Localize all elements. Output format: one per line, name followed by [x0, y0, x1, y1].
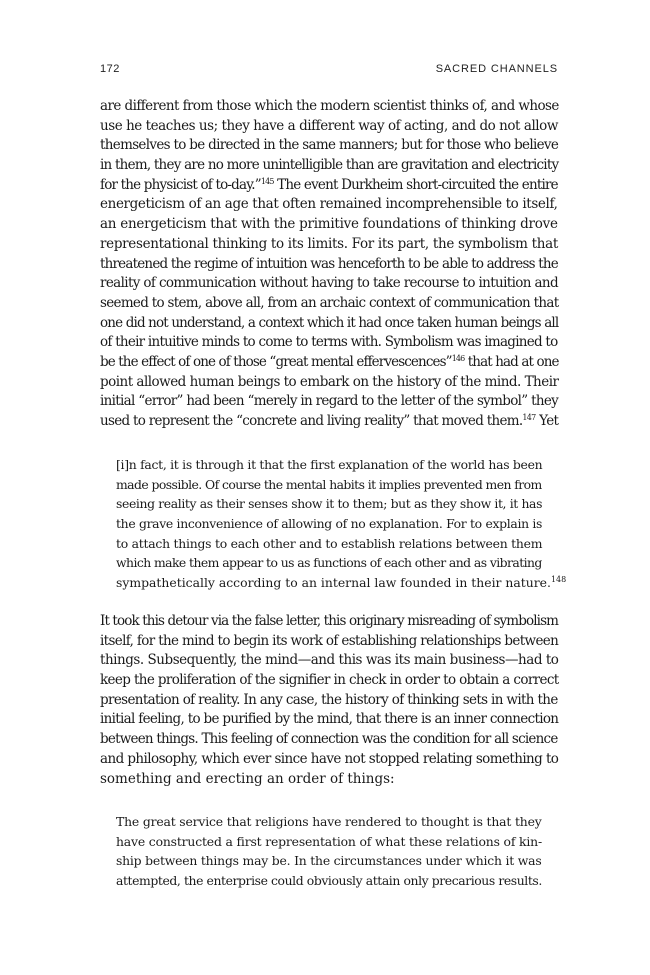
text-line: in them, they are no more unintelligible than are gravitation and electricity — [100, 157, 559, 174]
text-line: energeticism of an age that often remained incomprehensible to itself, — [100, 196, 558, 213]
text-line — [100, 353, 558, 373]
text-line: threatened the regime of intuition was henceforth to be able to address the — [100, 255, 558, 272]
text-line: initial feeling, to be purified by the mind, that there is an inner connection — [100, 711, 559, 728]
text-fragment: The event Durkheim short-circuited the entire — [277, 176, 558, 193]
running-head-title: SACRED CHANNELS — [435, 63, 558, 75]
text-line: things. Subsequently, the mind—and this was its main business—had to — [100, 652, 559, 669]
quote-line: made possible. Of course the mental habits it implies prevented men from — [116, 476, 542, 492]
text-line: one did not understand, a context which it had once taken human beings all — [100, 314, 559, 331]
text-line: themselves to be directed in the same manners; but for those who believe — [100, 137, 559, 154]
text-line: It took this detour via the false letter, this originary misreading of symbolism — [100, 613, 559, 629]
text-fragment: used to represent the “concrete and living reality” that moved them. — [100, 413, 523, 429]
footnote-marker[interactable]: 148 — [550, 575, 567, 585]
quote-line: The great service that religions have rendered to thought is that they — [116, 814, 542, 829]
body-paragraph-2 — [100, 612, 558, 789]
text-line: between things. This feeling of connection was the condition for all science — [100, 731, 558, 748]
text-line: seemed to stem, above all, from an archaic context of communication that — [100, 294, 559, 311]
quote-line: have constructed a first representation of what these relations of kin- — [116, 833, 542, 849]
quote-line: [i]n fact, it is through it that the first explanation of the world has been — [116, 457, 543, 472]
text-line: keep the proliferation of the signifier in check in order to obtain a correct — [100, 672, 559, 689]
quote-line: which make them appear to us as functions of each other and as vibrating — [116, 555, 542, 571]
text-line — [100, 412, 558, 432]
text-line: of their intuitive minds to come to terms with. Symbolism was imagined to — [100, 334, 558, 351]
text-line: reality of communication without having to take recourse to intuition and — [100, 275, 558, 292]
text-line: an energeticism that with the primitive foundations of thinking drove — [100, 216, 558, 233]
text-line — [100, 176, 558, 196]
quote-line: seeing reality as their senses show it to them; but as they show it, it has — [116, 496, 543, 512]
quote-line: to attach things to each other and to establish relations between them — [116, 535, 543, 551]
text-line: presentation of reality. In any case, the history of thinking sets in with the — [100, 691, 558, 708]
block-quote-1 — [116, 455, 567, 593]
text-line: initial “error” had been “merely in regard to the letter of the symbol” they — [100, 393, 559, 410]
text-line: and philosophy, which ever since have not stopped relating something to — [100, 750, 559, 767]
quote-line: attempted, the enterprise could obviously attain only precarious results. — [116, 873, 542, 889]
text-fragment: for the physicist of to-day.” — [100, 176, 261, 193]
text-line: something and erecting an order of things: — [100, 770, 395, 787]
quote-line: ship between things may be. In the circumstances under which it was — [116, 853, 542, 869]
text-line: representational thinking to its limits. For its part, the symbolism that — [100, 235, 558, 252]
quote-line: the grave inconvenience of allowing of no explanation. For to explain is — [116, 516, 543, 532]
text-line: point allowed human beings to embark on the history of the mind. Their — [100, 373, 559, 390]
footnote-marker[interactable]: 145 — [260, 176, 274, 186]
quote-line — [116, 573, 567, 593]
text-line: use he teaches us; they have a different way of acting, and do not allow — [100, 117, 558, 134]
text-fragment: be the effect of one of those “great mental effervescences” — [100, 353, 452, 370]
footnote-marker[interactable]: 146 — [451, 353, 465, 363]
running-header — [100, 58, 558, 80]
text-line: are different from those which the modern scientist thinks of, and whose — [100, 98, 559, 114]
text-fragment: Yet — [539, 413, 559, 429]
text-fragment: that had at one — [467, 353, 559, 370]
block-quote-2 — [116, 812, 542, 891]
text-fragment: sympathetically according to an internal law founded in their nature. — [116, 575, 551, 591]
text-line: itself, for the mind to begin its work of establishing relationships between — [100, 632, 559, 649]
footnote-marker[interactable]: 147 — [522, 413, 536, 422]
page-number: 172 — [100, 63, 120, 75]
body-paragraph-1 — [100, 97, 558, 432]
